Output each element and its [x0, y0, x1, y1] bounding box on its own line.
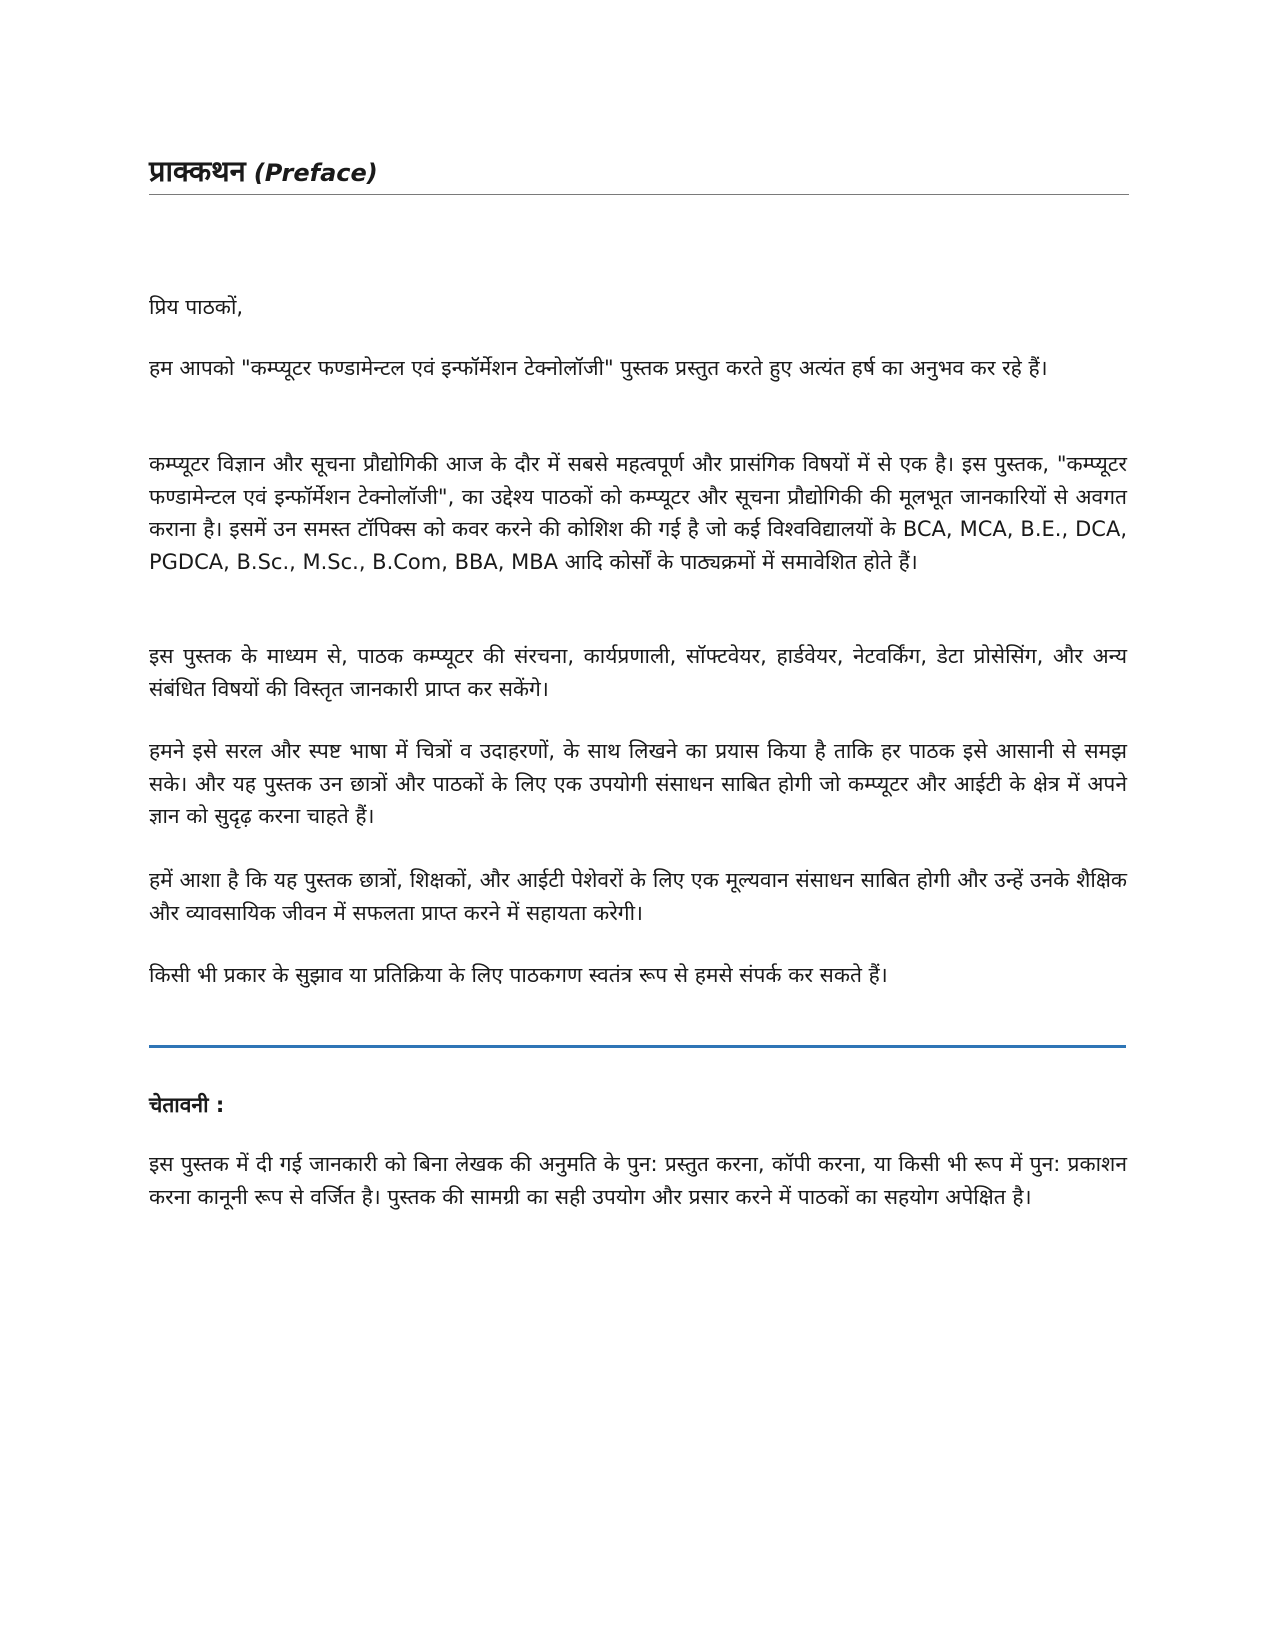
paragraph-importance: कम्प्यूटर विज्ञान और सूचना प्रौद्योगिकी आज के दौर में सबसे महत्वपूर्ण और प्रासंगिक विषयों में से एक है। इस पुस्तक, "कम्प्यूटर फण्डामेन्टल एवं इन्फॉर्मेशन टेक्नोलॉजी", का उद्देश्य पाठकों को कम्प्यूटर और सूचना प्रौद्योगिकी की मूलभूत जानकारियों से अवगत कराना है। इसमें उन समस्त टॉपिक्स को कवर करने की कोशिश की गई है जो कई विश्वविद्यालयों के BCA, MCA, B.E., DCA, PGDCA, B.Sc., M.Sc., B.Com, BBA, MBA आदि कोर्सों के पाठ्यक्रमों में समावेशित होते हैं। — [149, 452, 1127, 574]
title-underline — [149, 194, 1129, 195]
salutation: प्रिय पाठकों, — [149, 295, 244, 319]
paragraph-topics: इस पुस्तक के माध्यम से, पाठक कम्प्यूटर की संरचना, कार्यप्रणाली, सॉफ्टवेयर, हार्डवेयर, नेटवर्किंग, डेटा प्रोसेसिंग, और अन्य संबंधित विषयों की विस्तृत जानकारी प्राप्त कर सकेंगे। — [149, 644, 1127, 701]
page-title — [149, 152, 1127, 192]
paragraph-intro: हम आपको "कम्प्यूटर फण्डामेन्टल एवं इन्फॉर्मेशन टेक्नोलॉजी" पुस्तक प्रस्तुत करते हुए अत्यंत हर्ष का अनुभव कर रहे हैं। — [149, 356, 1048, 380]
warning-text: इस पुस्तक में दी गई जानकारी को बिना लेखक की अनुमति के पुन: प्रस्तुत करना, कॉपी करना, या किसी भी रूप में पुन: प्रकाशन करना कानूनी रूप से वर्जित है। पुस्तक की सामग्री का सही उपयोग और प्रसार करने में पाठकों का सहयोग अपेक्षित है। — [149, 1152, 1127, 1209]
section-divider — [149, 1045, 1126, 1048]
paragraph-language: हमने इसे सरल और स्पष्ट भाषा में चित्रों व उदाहरणों, के साथ लिखने का प्रयास किया है ताकि हर पाठक इसे आसानी से समझ सके। और यह पुस्तक उन छात्रों और पाठकों के लिए एक उपयोगी संसाधन साबित होगी जो कम्प्यूटर और आईटी के क्षेत्र में अपने ज्ञान को सुदृढ़ करना चाहते हैं। — [149, 739, 1127, 828]
warning-heading: चेतावनी : — [149, 1093, 225, 1117]
paragraph-feedback: किसी भी प्रकार के सुझाव या प्रतिक्रिया के लिए पाठकगण स्वतंत्र रूप से हमसे संपर्क कर सकते हैं। — [149, 963, 888, 987]
paragraph-hope: हमें आशा है कि यह पुस्तक छात्रों, शिक्षकों, और आईटी पेशेवरों के लिए एक मूल्यवान संसाधन साबित होगी और उन्हें उनके शैक्षिक और व्यावसायिक जीवन में सफलता प्राप्त करने में सहायता करेगी। — [149, 868, 1127, 925]
title-hindi: प्राक्कथन — [149, 154, 246, 188]
title-english: (Preface) — [253, 159, 378, 187]
document-page — [149, 0, 1127, 1650]
